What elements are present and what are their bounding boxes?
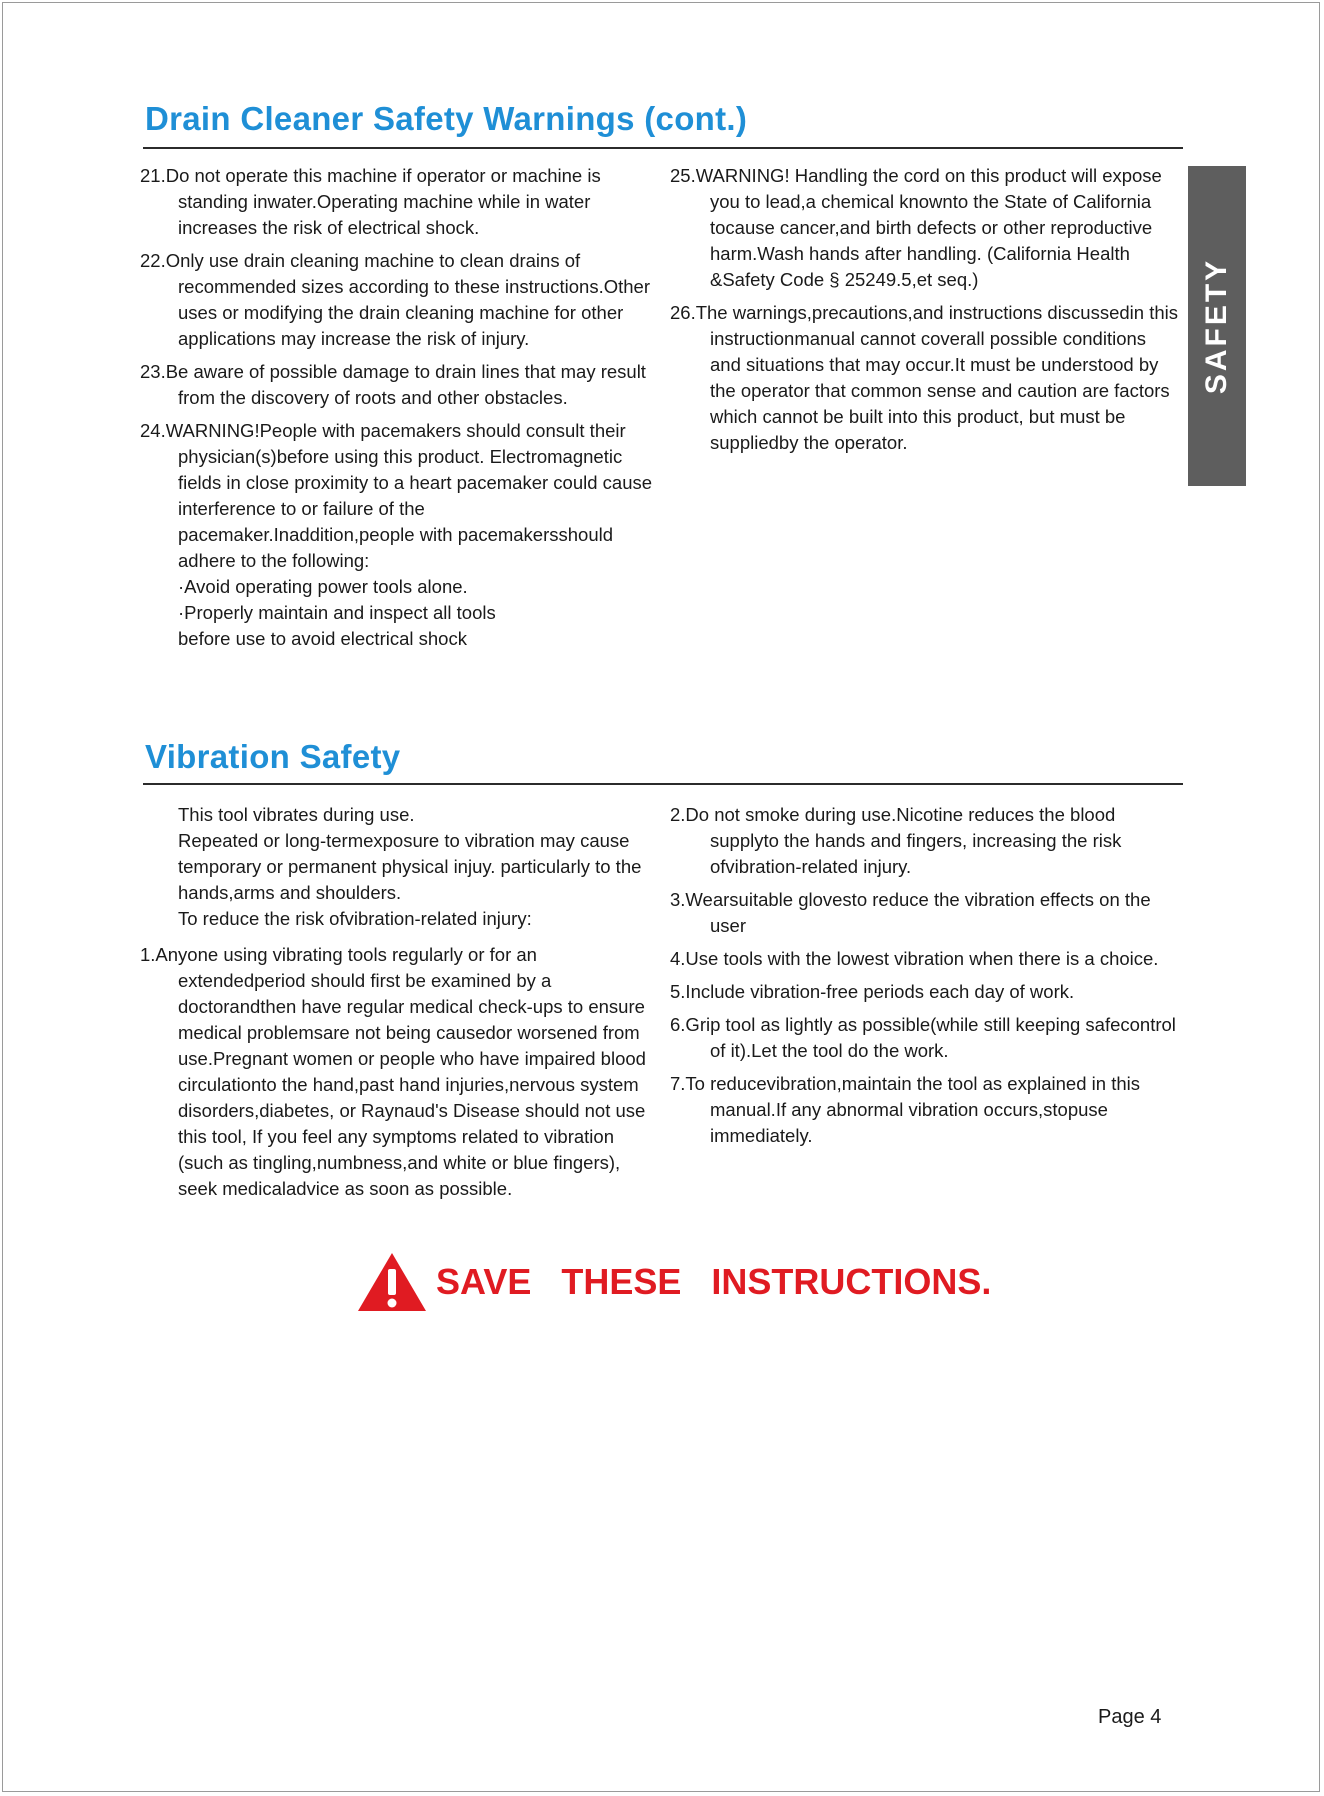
spacer: [140, 932, 660, 942]
vibration-section-rule: [143, 783, 1183, 785]
save-instructions-banner: [356, 1252, 991, 1312]
warning-item-24: 24.WARNING!People with pacemakers should consult their physician(s)before using this product. Electromagnetic fields in close proximity to a heart pacemaker could cause interference to or failure of the pacemaker.Inaddition,people with pacemakersshould adhere to the following:: [140, 420, 653, 571]
warning-item-26: 26.The warnings,precautions,and instructions discussedin this instructionmanual cannot coverall possible conditions and situations that may occur.It must be understood by the operator that common sense and caution are factors which cannot be built into this product, but must be suppliedby the operator.: [670, 302, 1179, 453]
drain-section-title: Drain Cleaner Safety Warnings (cont.): [145, 100, 748, 137]
warning-item-25: 25.WARNING! Handling the cord on this product will expose you to lead,a chemical knownto the State of California tocause cancer,and birth defects or other reproductive harm.Wash hands after handling. (California Health &Safety Code § 25249.5,et seq.): [670, 165, 1162, 290]
vibration-item-3: 3.Wearsuitable glovesto reduce the vibration effects on the user: [670, 889, 1151, 936]
drain-section-rule: [143, 147, 1183, 149]
vibration-item-7: 7.To reducevibration,maintain the tool as explained in this manual.If any abnormal vibration occurs,stopuse immediately.: [670, 1073, 1140, 1146]
vibration-item-2: 2.Do not smoke during use.Nicotine reduces the blood supplyto the hands and fingers, increasing the risk ofvibration-related injury.: [670, 804, 1122, 877]
vibration-item-1: 1.Anyone using vibrating tools regularly or for an extendedperiod should first be examined by a doctorandthen have regular medical check-ups to ensure medical problemsare not being causedor worsened from use.Pregnant women or people who have impaired blood circulationto the hand,past hand injuries,nervous system disorders,diabetes, or Raynaud's Disease should not use this tool, If you feel any symptoms related to vibration (such as tingling,numbness,and white or blue fingers), seek medicaladvice as soon as possible.: [140, 944, 646, 1199]
vibration-intro-1: This tool vibrates during use.: [178, 804, 415, 825]
page-number: Page 4: [1098, 1706, 1162, 1728]
vibration-section-title: Vibration Safety: [145, 738, 401, 775]
warning-triangle-icon: [356, 1251, 428, 1313]
vibration-intro-2: Repeated or long-termexposure to vibration may cause temporary or permanent physical injuy. particularly to the hands,arms and shoulders.: [178, 830, 642, 903]
vibration-item-5: 5.Include vibration-free periods each day of work.: [670, 981, 1075, 1002]
pacemaker-bullet-2-cont: before use to avoid electrical shock: [178, 628, 467, 649]
drain-left-column: [140, 163, 660, 652]
warning-item-23: 23.Be aware of possible damage to drain lines that may result from the discovery of roots and other obstacles.: [140, 361, 646, 408]
vibration-item-4: 4.Use tools with the lowest vibration when there is a choice.: [670, 948, 1159, 969]
pacemaker-bullet-2: ·Properly maintain and inspect all tools: [178, 602, 496, 623]
vibration-left-column: [140, 802, 660, 1209]
pacemaker-bullet-1: ·Avoid operating power tools alone.: [178, 576, 468, 597]
vibration-intro-3: To reduce the risk ofvibration-related injury:: [178, 908, 532, 929]
save-instructions-text: SAVE THESE INSTRUCTIONS.: [436, 1261, 992, 1302]
drain-right-column: [670, 163, 1180, 463]
warning-item-21: 21.Do not operate this machine if operator or machine is standing inwater.Operating machine while in water increases the risk of electrical shock.: [140, 165, 601, 238]
vibration-item-6: 6.Grip tool as lightly as possible(while still keeping safecontrol of it).Let the tool do the work.: [670, 1014, 1176, 1061]
warning-item-22: 22.Only use drain cleaning machine to clean drains of recommended sizes according to these instructions.Other uses or modifying the drain cleaning machine for other applications may increase the risk of injury.: [140, 250, 650, 349]
safety-tab-label: SAFETY: [1200, 257, 1234, 395]
vibration-right-column: [670, 802, 1180, 1156]
safety-side-tab: [1188, 166, 1246, 486]
